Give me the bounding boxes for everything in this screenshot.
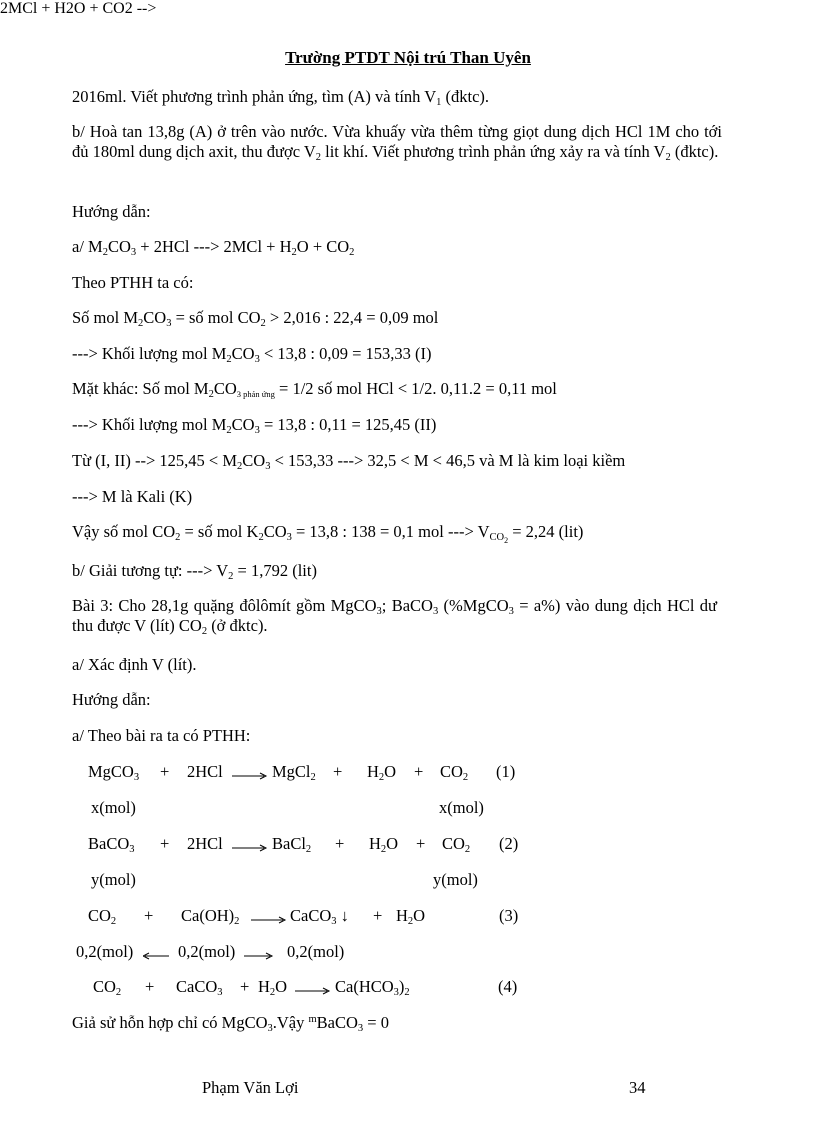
document-page: Trường PTDT Nội trú Than Uyên 2016ml. Viết phương trình phản ứng, tìm (A) và tính $V_1$ (đktc). b/ Hoà tan 13,8g (A) ở trên vào nước. Vừa khuấy vừa thêm từng giọt dung dịch HCl 1M cho tới đủ 180ml dung dịch axit, thu được $V_2$ lit khí. Viết phương trình phản ứng xảy ra và tính $V_2$ (đktc). Hướng dẫn: 2MCl + H2O + CO2 --> a/ $M_2CO_3 + 2HCl$ ---> $2MCl + H_2O + CO_2$ Theo PTHH ta có: Số mol $M_2CO_3$ = số mol $CO_2 > 2,016$ : 22,4 = 0,09 mol ---> Khối lượng mol $M_2CO_3 < 13,8$ : 0,09 = 153,33 (I) Mặt khác: Số mol $M_2CO_{3 phản ứng} = 1/2$ số mol HCl < 1/2. 0,11.2 = 0,11 mol ---> Khối lượng mol $M_2CO_3 = 13,8$ : 0,11 = 125,45 (II) Từ (I, II) --> $125,45 < M_2CO_3 < 153,33$ ---> 32,5 < M < 46,5 và M là kim loại kiềm ---> M là Kali (K) Vậy số mol $CO_2$ = số mol $K_2CO_3 = 13,8$ : 138 = 0,1 mol ---> $V_{CO_2} = 2,24$ (lit) b/ Giải tương tự: ---> $V_2 = 1,792$ (lit) Bài 3: Cho 28,1g quặng đôlômít gồm MgCO$_3$; BaCO$_3$ (%MgCO$_3$ = a%) vào dung dịch HCl dư thu được V (lít) $CO_2$ (ở đktc). a/ Xác định V (lít). Hướng dẫn: a/ Theo bài ra ta có PTHH: MgCO$_3$ + 2HCl MgCl$_2$ + $H_2O$ + $CO_2$ (1) x(mol) x(mol) BaCO$_3$ + 2HCl BaCl$_2$ + $H_2O$ + $CO_2$ (2) y(mol) y(mol) $CO_2$ + $Ca(OH)_2$ CaCO$_3$ ↓ + $H_2O$ (3) 0,2(mol) 0,2(mol) 0,2(mol) $CO_2$ + CaCO$_3$ + $H_2O$ $Ca(HCO_3)_2$ (4) Giả sử hỗn hợp chỉ có MgCO$_3$.Vậy $^m$BaCO$_3$ = 0 Phạm Văn Lợi 34 — [0, 0, 816, 1123]
page-number: 34 — [629, 1078, 646, 1097]
text-line: Vậy số mol $CO_2$ = số mol $K_2CO_3 = 13,8$ : 138 = 0,1 mol ---> $V_{CO_2} = 2,24$ (lit) — [72, 522, 584, 545]
page-header: Trường PTDT Nội trú Than Uyên — [285, 48, 531, 67]
heading-huong-dan: Hướng dẫn: — [72, 202, 151, 221]
reaction-arrow-icon — [244, 952, 274, 960]
problem-bai-3: Bài 3: Cho 28,1g quặng đôlômít gồm MgCO$_3$; BaCO$_3$ (%MgCO$_3$ = a%) vào dung dịch HCl dư thu được V (lít) $CO_2$ (ở đktc). — [72, 596, 717, 637]
text-line: Số mol $M_2CO_3$ = số mol $CO_2 > 2,016$ : 22,4 = 0,09 mol — [72, 308, 439, 329]
text-line: Theo PTHH ta có: — [72, 273, 194, 292]
left-arrow-icon — [143, 952, 169, 960]
text-line: ---> Khối lượng mol $M_2CO_3 = 13,8$ : 0,11 = 125,45 (II) — [72, 415, 437, 436]
precipitate-arrow-icon: ↓ — [340, 906, 349, 925]
equation-a: a/ $M_2CO_3 + 2HCl$ ---> $2MCl + H_2O + CO_2$ — [72, 237, 355, 258]
text-line: Từ (I, II) --> $125,45 < M_2CO_3 < 153,33$ ---> 32,5 < M < 46,5 và M là kim loại kiềm — [72, 451, 626, 472]
text-line: Mặt khác: Số mol $M_2CO_{3 phản ứng} = 1/2$ số mol HCl < 1/2. 0,11.2 = 0,11 mol — [72, 379, 557, 400]
text-line: Giả sử hỗn hợp chỉ có MgCO$_3$.Vậy $^m$BaCO$_3$ = 0 — [72, 1013, 389, 1034]
heading-huong-dan: Hướng dẫn: — [72, 690, 151, 709]
text-line: ---> Khối lượng mol $M_2CO_3 < 13,8$ : 0,09 = 153,33 (I) — [72, 344, 432, 365]
reaction-arrow-icon — [232, 844, 268, 852]
reaction-arrow-icon — [232, 772, 268, 780]
text-line: b/ Giải tương tự: ---> $V_2 = 1,792$ (lit) — [72, 561, 317, 582]
paragraph-b: b/ Hoà tan 13,8g (A) ở trên vào nước. Vừa khuấy vừa thêm từng giọt dung dịch HCl 1M cho tới đủ 180ml dung dịch axit, thu được $V_2$ lit khí. Viết phương trình phản ứng xảy ra và tính $V_2$ (đktc). — [72, 122, 722, 163]
reaction-arrow-icon — [295, 987, 331, 995]
text-line: a/ Xác định V (lít). — [72, 655, 197, 674]
text-line: 2016ml. Viết phương trình phản ứng, tìm (A) và tính $V_1$ (đktc). — [72, 87, 490, 108]
text-line: a/ Theo bài ra ta có PTHH: — [72, 726, 251, 745]
reaction-arrow-icon — [251, 916, 287, 924]
text-line: ---> M là Kali (K) — [72, 487, 193, 506]
footer-author: Phạm Văn Lợi — [202, 1078, 299, 1097]
